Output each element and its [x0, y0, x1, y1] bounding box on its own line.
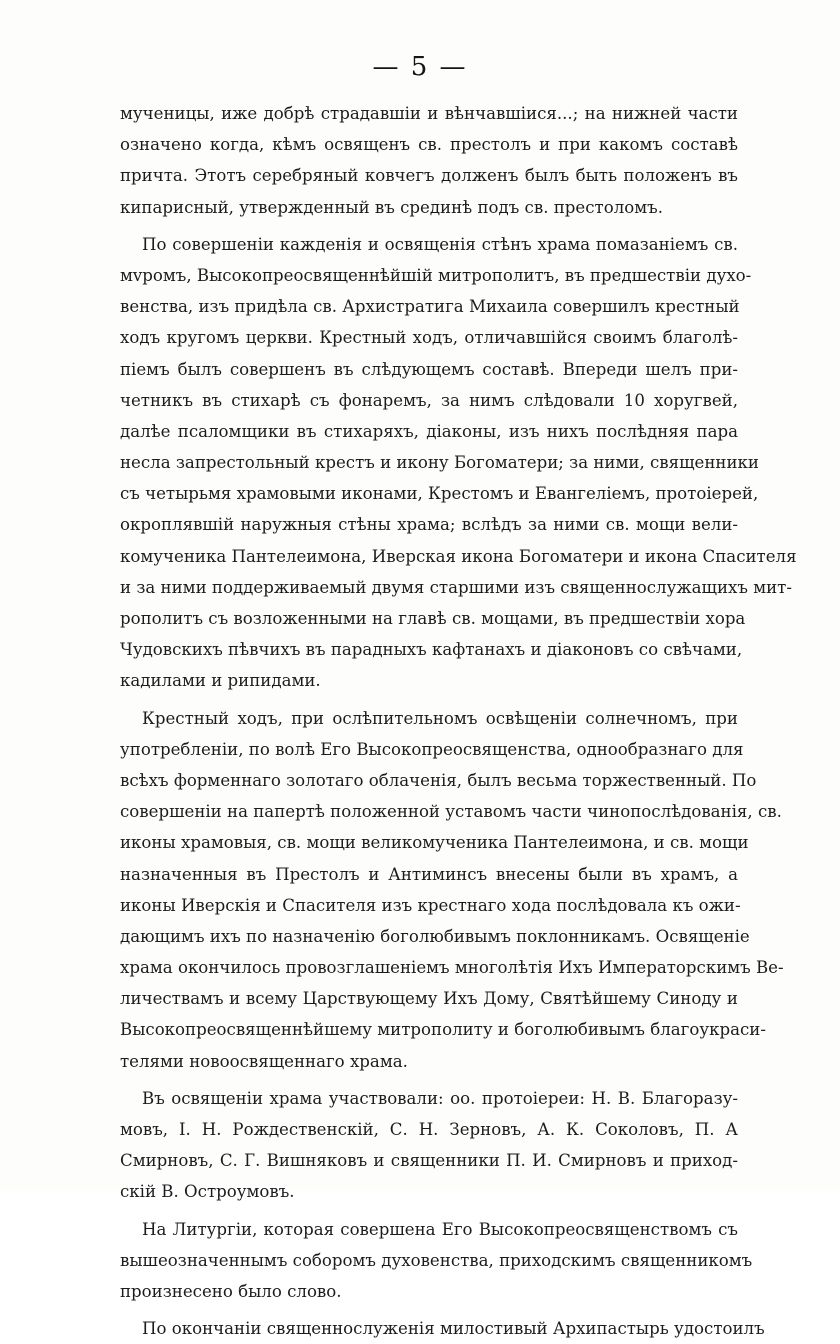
- text-line: окроплявшій наружныя стѣны храма; вслѣдъ за ними св. мощи вели-: [120, 515, 738, 535]
- text-line: иконы Иверскія и Спасителя изъ крестнаго хода послѣдовала къ ожи-: [120, 895, 741, 915]
- text-line: Крестный ходъ, при ослѣпительномъ освѣщеніи солнечномъ, при: [142, 708, 738, 728]
- paragraph: [120, 1214, 753, 1308]
- text-line: вышеозначеннымъ соборомъ духовенства, приходскимъ священникомъ: [120, 1250, 753, 1270]
- text-line: произнесено было слово.: [120, 1281, 342, 1301]
- text-line: кипарисный, утвержденный въ срединѣ подъ св. престоломъ.: [120, 197, 663, 217]
- text-line: мовъ, І. Н. Рождественскій, С. Н. Зерновъ, А. К. Соколовъ, П. А: [120, 1120, 738, 1139]
- body-text: [120, 98, 797, 1344]
- text-line: ходъ кругомъ церкви. Крестный ходъ, отличавшійся своимъ благолѣ-: [120, 328, 738, 348]
- paragraph: [120, 98, 738, 223]
- text-line: четникъ въ стихарѣ съ фонаремъ, за нимъ слѣдовали 10 хоругвей,: [120, 390, 738, 410]
- text-line: личествамъ и всему Царствующему Ихъ Дому, Святѣйшему Синоду и: [120, 989, 738, 1009]
- text-line: Въ освященіи храма участвовали: оо. протоіереи: Н. В. Благоразу-: [142, 1088, 738, 1108]
- text-line: піемъ былъ совершенъ въ слѣдующемъ составѣ. Впереди шелъ при-: [120, 359, 738, 379]
- text-line: венства, изъ придѣла св. Архистратига Михаила совершилъ крестный: [120, 297, 740, 317]
- text-line: скій В. Остроумовъ.: [120, 1182, 295, 1202]
- text-line: и за ними поддерживаемый двумя старшими изъ священнослужащихъ мит-: [120, 577, 792, 597]
- text-line: причта. Этотъ серебряный ковчегъ долженъ былъ быть положенъ въ: [120, 166, 738, 186]
- text-line: иконы храмовыя, св. мощи великомученика Пантелеимона, и св. мощи: [120, 833, 749, 853]
- paragraph: [120, 1313, 765, 1344]
- text-line: съ четырьмя храмовыми иконами, Крестомъ и Евангеліемъ, протоіерей,: [120, 484, 759, 504]
- text-line: рополитъ съ возложенными на главѣ св. мощами, въ предшествіи хора: [120, 609, 746, 628]
- text-line: Высокопреосвященнѣйшему митрополиту и боголюбивымъ благоукраси-: [120, 1020, 766, 1040]
- text-line: употребленіи, по волѣ Его Высокопреосвященства, однообразнаго для: [120, 739, 744, 759]
- page-number: — 5 —: [372, 52, 468, 82]
- text-line: мученицы, иже добрѣ страдавшіи и вѣнчавшіися...; на нижней части: [120, 104, 738, 123]
- text-line: дающимъ ихъ по назначенію боголюбивымъ поклонникамъ. Освященіе: [120, 926, 750, 946]
- text-line: комученика Пантелеимона, Иверская икона Богоматери и икона Спасителя: [120, 546, 797, 566]
- text-line: несла запрестольный крестъ и икону Богоматери; за ними, священники: [120, 453, 759, 473]
- paragraph: [120, 703, 784, 1077]
- text-line: всѣхъ форменнаго золотаго облаченія, былъ весьма торжественный. По: [120, 770, 757, 790]
- text-line: На Литургіи, которая совершена Его Высокопреосвященствомъ съ: [142, 1219, 738, 1239]
- text-line: совершеніи на папертѣ положенной уставомъ части чинопослѣдованія, св.: [120, 802, 782, 822]
- text-line: кадилами и рипидами.: [120, 671, 321, 691]
- text-line: телями новоосвященнаго храма.: [120, 1051, 408, 1071]
- paragraph: [120, 1083, 738, 1208]
- text-line: По совершеніи кажденія и освященія стѣнъ храма помазаніемъ св.: [142, 234, 738, 254]
- text-line: назначенныя въ Престолъ и Антиминсъ внесены были въ храмъ, а: [120, 864, 738, 884]
- text-line: далѣе псаломщики въ стихаряхъ, діаконы, изъ нихъ послѣдняя пара: [120, 421, 738, 441]
- paragraph: [120, 229, 797, 697]
- text-line: означено когда, кѣмъ освященъ св. престолъ и при какомъ составѣ: [120, 135, 738, 155]
- text-line: Чудовскихъ пѣвчихъ въ парадныхъ кафтанахъ и діаконовъ со свѣчами,: [120, 640, 743, 660]
- text-line: храма окончилось провозглашеніемъ многолѣтія Ихъ Императорскимъ Ве-: [120, 958, 784, 978]
- text-line: По окончаніи священнослуженія милостивый Архипастырь удостоилъ: [142, 1319, 765, 1339]
- text-line: Смирновъ, С. Г. Вишняковъ и священники П. И. Смирновъ и приход-: [120, 1151, 738, 1171]
- text-line: мvромъ, Высокопреосвященнѣйшій митрополитъ, въ предшествіи духо-: [120, 265, 752, 285]
